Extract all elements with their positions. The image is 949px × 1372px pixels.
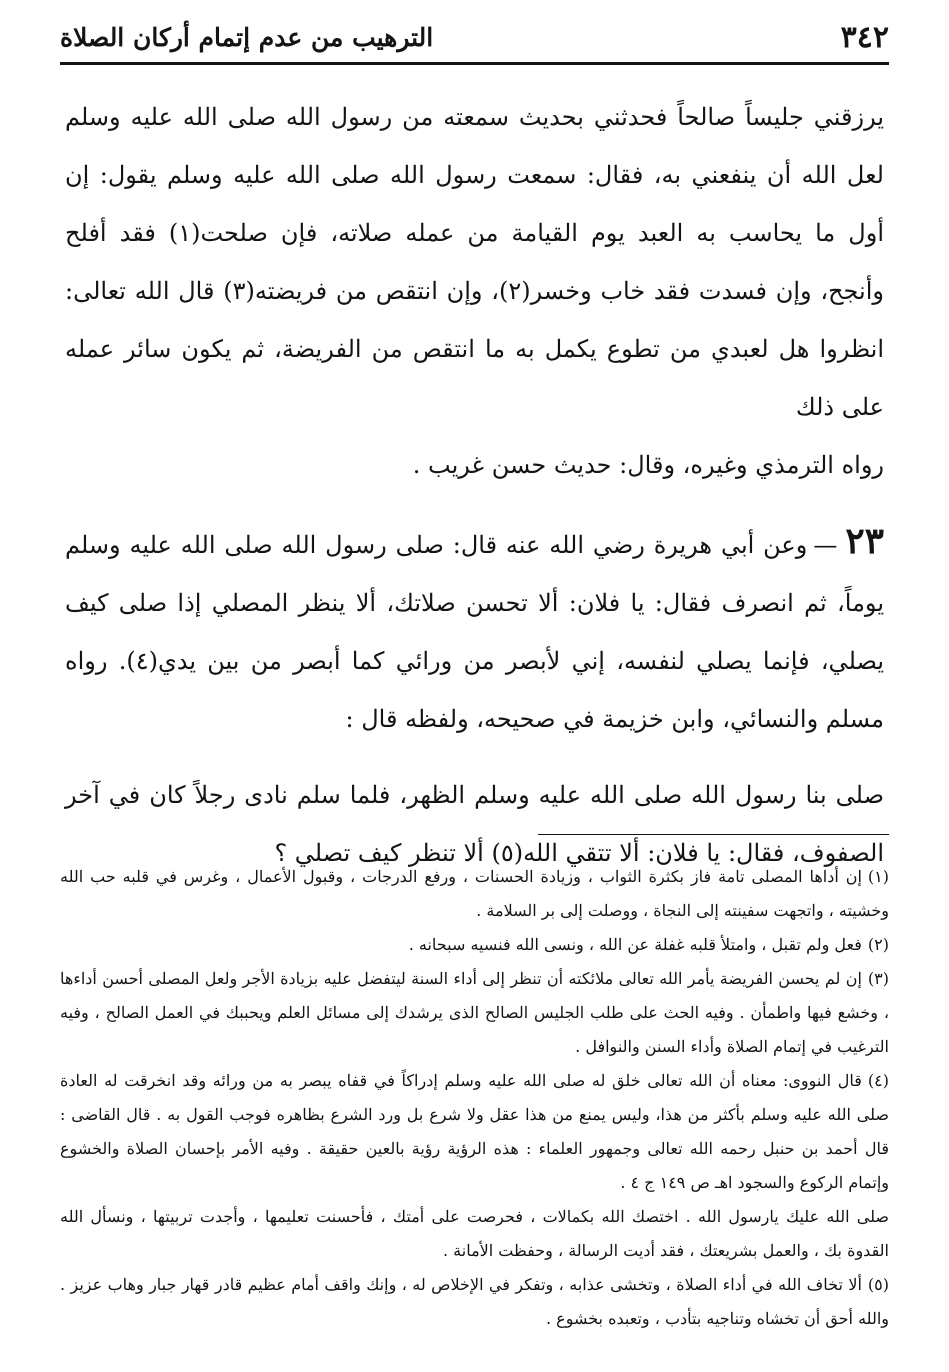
footnote-number: (٥): [867, 1275, 889, 1294]
page-header: [60, 12, 889, 65]
footnote-number: (٢): [867, 935, 889, 954]
hadith-23-variant: صلى بنا رسول الله صلى الله عليه وسلم الظهر، فلما سلم نادى رجلاً كان في آخر الصفوف، فقال: يا فلان: ألا تتقي الله(٥) ألا تنظر كيف تصلي ؟: [65, 781, 884, 867]
footnote-2: [60, 928, 889, 962]
footnote-1: [60, 860, 889, 928]
footnote-text: قال النووى: معناه أن الله تعالى خلق له صلى الله عليه وسلم إدراكاً في قفاه يبصر به من ورائه وقد انخرقت له العادة صلى الله عليه وسلم بأكثر من هذا، وليس يمنع من هذا عقل ولا شرع بل ورد الشرع بظاهره فوجب القول به . قال القاضى : قال أحمد بن حنبل رحمه الله تعالى وجمهور العلماء : هذه الرؤية رؤية بالعين حقيقة . وفيه الأمر بإحسان الصلاة والخشوع وإتمام الركوع والسجود اهـ ص ١٤٩ ج ٤ .: [60, 1071, 889, 1192]
footnote-number: (٣): [867, 969, 889, 988]
hadith-23-body: وعن أبي هريرة رضي الله عنه قال: صلى رسول الله صلى الله عليه وسلم يوماً، ثم انصرف فقال: يا فلان: ألا تحسن صلاتك، ألا ينظر المصلي إذا صلى كيف يصلي، فإنما يصلي لنفسه، إني لأبصر من ورائي كما أبصر من بين يدي(٤).: [65, 531, 885, 675]
footnote-number: (٤): [867, 1071, 889, 1090]
main-text: [65, 88, 884, 882]
footnote-text: ألا تخاف الله في أداء الصلاة ، وتخشى عذابه ، وتفكر في الإخلاص له ، وإنك واقف أمام عظيم قادر قهار جبار وهاب عزيز . والله أحق أن تخشاه وتناجيه بتأدب ، وتعبده بخشوع .: [60, 1275, 889, 1328]
hadith-23-text: [65, 512, 884, 748]
hadith-23-attribution: رواه مسلم والنسائي، وابن خزيمة في صحيحه، ولفظه قال :: [65, 647, 884, 733]
hadith-dash: —: [813, 531, 838, 559]
footnote-4: [60, 1064, 889, 1200]
running-title: الترهيب من عدم إتمام أركان الصلاة: [60, 22, 434, 52]
footnote-5: [60, 1268, 889, 1336]
footnote-text: إن لم يحسن الفريضة يأمر الله تعالى ملائكته أن تنظر إلى أداء السنة ليتفضل عليه بزيادة الأجر ولعل المصلى أحسن أداءها ، وخشع فيها واطمأن . وفيه الحث على طلب الجليس الصالح الذى يرشدك إلى مسائل العلم ويحببك في العمل الصالح ، وفيه الترغيب في إتمام الصلاة وأداء السنن والنوافل .: [60, 969, 889, 1056]
hadith-number: ٢٣: [845, 520, 885, 562]
hadith-22-continuation: يرزقني جليساً صالحاً فحدثني بحديث سمعته من رسول الله صلى الله عليه وسلم لعل الله أن ينفعني به، فقال: سمعت رسول الله صلى الله عليه وسلم يقول: إن أول ما يحاسب به العبد يوم القيامة من عمله صلاته، فإن صلحت(١) فقد أفلح وأنجح، وإن فسدت فقد خاب وخسر(٢)، وإن انتقص من فريضته(٣) قال الله تعالى: انظروا هل لعبدي من تطوع يكمل به ما انتقص من الفريضة، ثم يكون سائر عمله على ذلك: [65, 103, 884, 421]
footnote-text: فعل ولم تقبل ، وامتلأ قلبه غفلة عن الله ، ونسى الله فنسيه سبحانه .: [408, 935, 862, 954]
footnote-3: [60, 962, 889, 1064]
footnotes: [60, 860, 889, 1336]
hadith-22-attribution: رواه الترمذي وغيره، وقال: حديث حسن غريب .: [412, 451, 884, 479]
footnote-4-continued: صلى الله عليك يارسول الله . اختصك الله بكمالات ، فحرصت على أمتك ، فأحسنت تعليمها ، وأجدت تربيتها ، ونسأل الله القدوة بك ، والعمل بشريعتك ، فقد أديت الرسالة ، وحفظت الأمانة .: [60, 1207, 889, 1260]
page-number: ٣٤٢: [840, 19, 889, 55]
footnote-number: (١): [867, 867, 890, 886]
footnote-separator: [538, 834, 889, 835]
footnote-text: إن أداها المصلى تامة فاز بكثرة الثواب ، وزيادة الحسنات ، ورفع الدرجات ، وقبول الأعمال ، وغرس في قلبه حب الله وخشيته ، واتجهت سفينته إلى النجاة ، ووصلت إلى بر السلامة .: [60, 867, 889, 920]
